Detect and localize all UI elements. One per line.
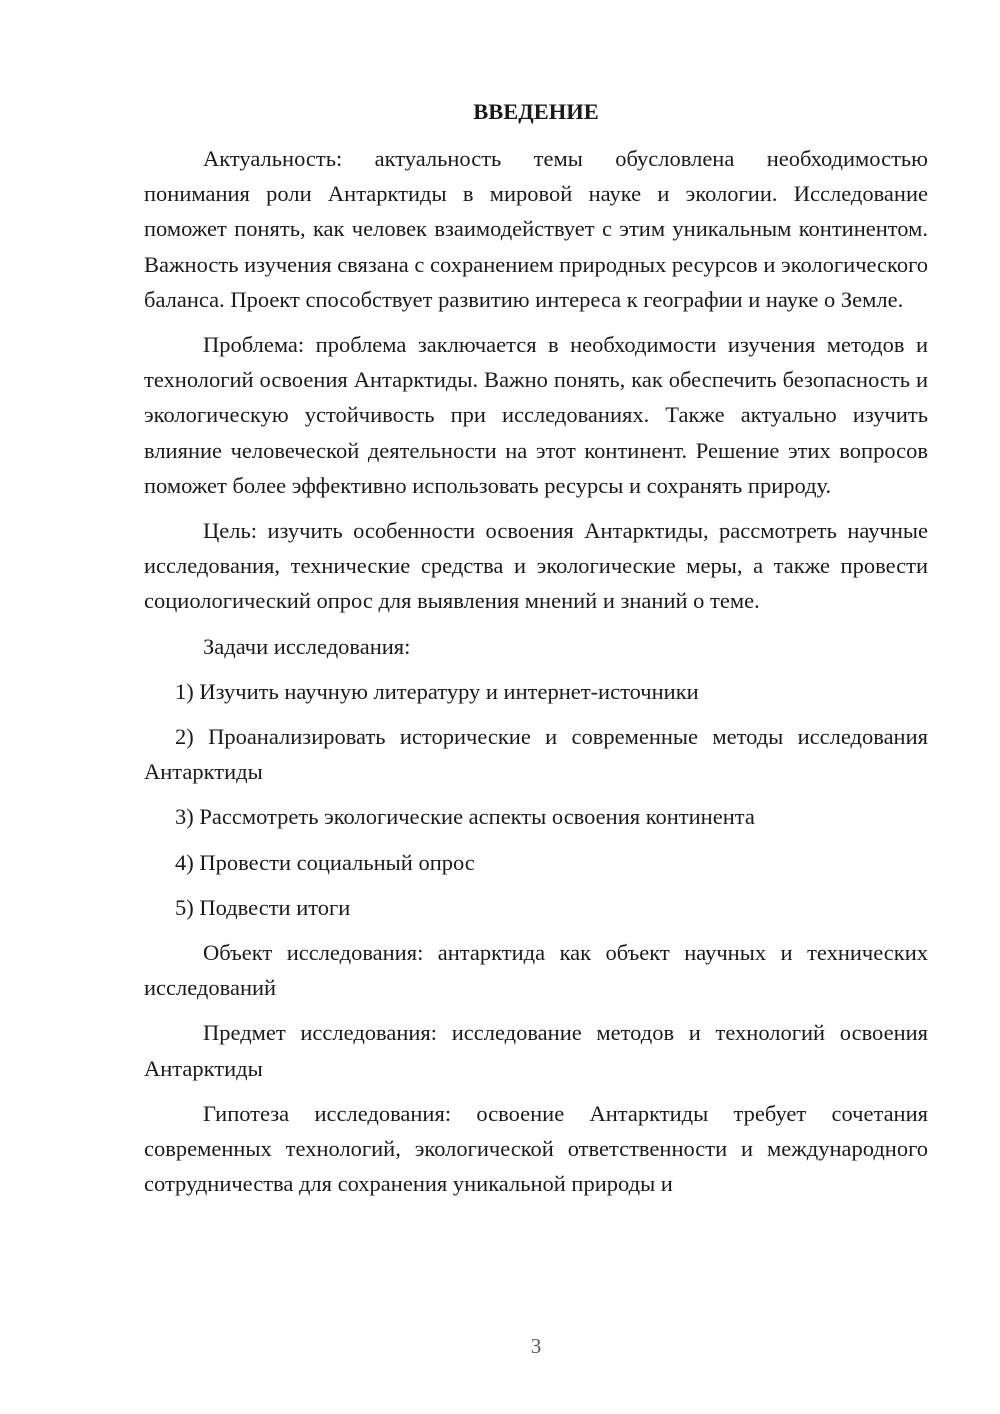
page-content <box>144 94 928 1211</box>
page-title: ВВЕДЕНИЕ <box>473 99 599 124</box>
task-item-3: 3) Рассмотреть экологические аспекты освоения континента <box>175 804 755 830</box>
paragraph-hypothesis: Гипотеза исследования: освоение Антарктиды требует сочетания современных технологий, экологической ответственности и международного сотрудничества для сохранения уникальной природы и <box>144 1100 928 1197</box>
task-item-1: 1) Изучить научную литературу и интернет-источники <box>175 678 699 704</box>
paragraph-problem: Проблема: проблема заключается в необходимости изучения методов и технологий освоения Антарктиды. Важно понять, как обеспечить безопасность и экологическую устойчивость при исследованиях. Также актуально изучить влияние человеческой деятельности на этот континент. Решение этих вопросов поможет более эффективно использовать ресурсы и сохранять природу. <box>144 332 928 498</box>
paragraph-object: Объект исследования: антарктида как объект научных и технических исследований <box>144 940 928 1001</box>
paragraph-relevance: Актуальность: актуальность темы обусловлена необходимостью понимания роли Антарктиды в мировой науке и экологии. Исследование поможет понять, как человек взаимодействует с этим уникальным континентом. Важность изучения связана с сохранением природных ресурсов и экологического баланса. Проект способствует развитию интереса к географии и науке о Земле. <box>144 146 928 312</box>
paragraph-tasks-heading: Задачи исследования: <box>203 633 411 659</box>
task-item-2: 2) Проанализировать исторические и современные методы исследования Антарктиды <box>144 724 928 785</box>
paragraph-subject: Предмет исследования: исследование методов и технологий освоения Антарктиды <box>144 1020 928 1081</box>
page-number: 3 <box>530 1334 542 1358</box>
task-item-4: 4) Провести социальный опрос <box>175 849 475 875</box>
task-item-5: 5) Подвести итоги <box>175 894 351 920</box>
paragraph-goal: Цель: изучить особенности освоения Антарктиды, рассмотреть научные исследования, технические средства и экологические меры, а также провести социологический опрос для выявления мнений и знаний о теме. <box>144 518 928 614</box>
